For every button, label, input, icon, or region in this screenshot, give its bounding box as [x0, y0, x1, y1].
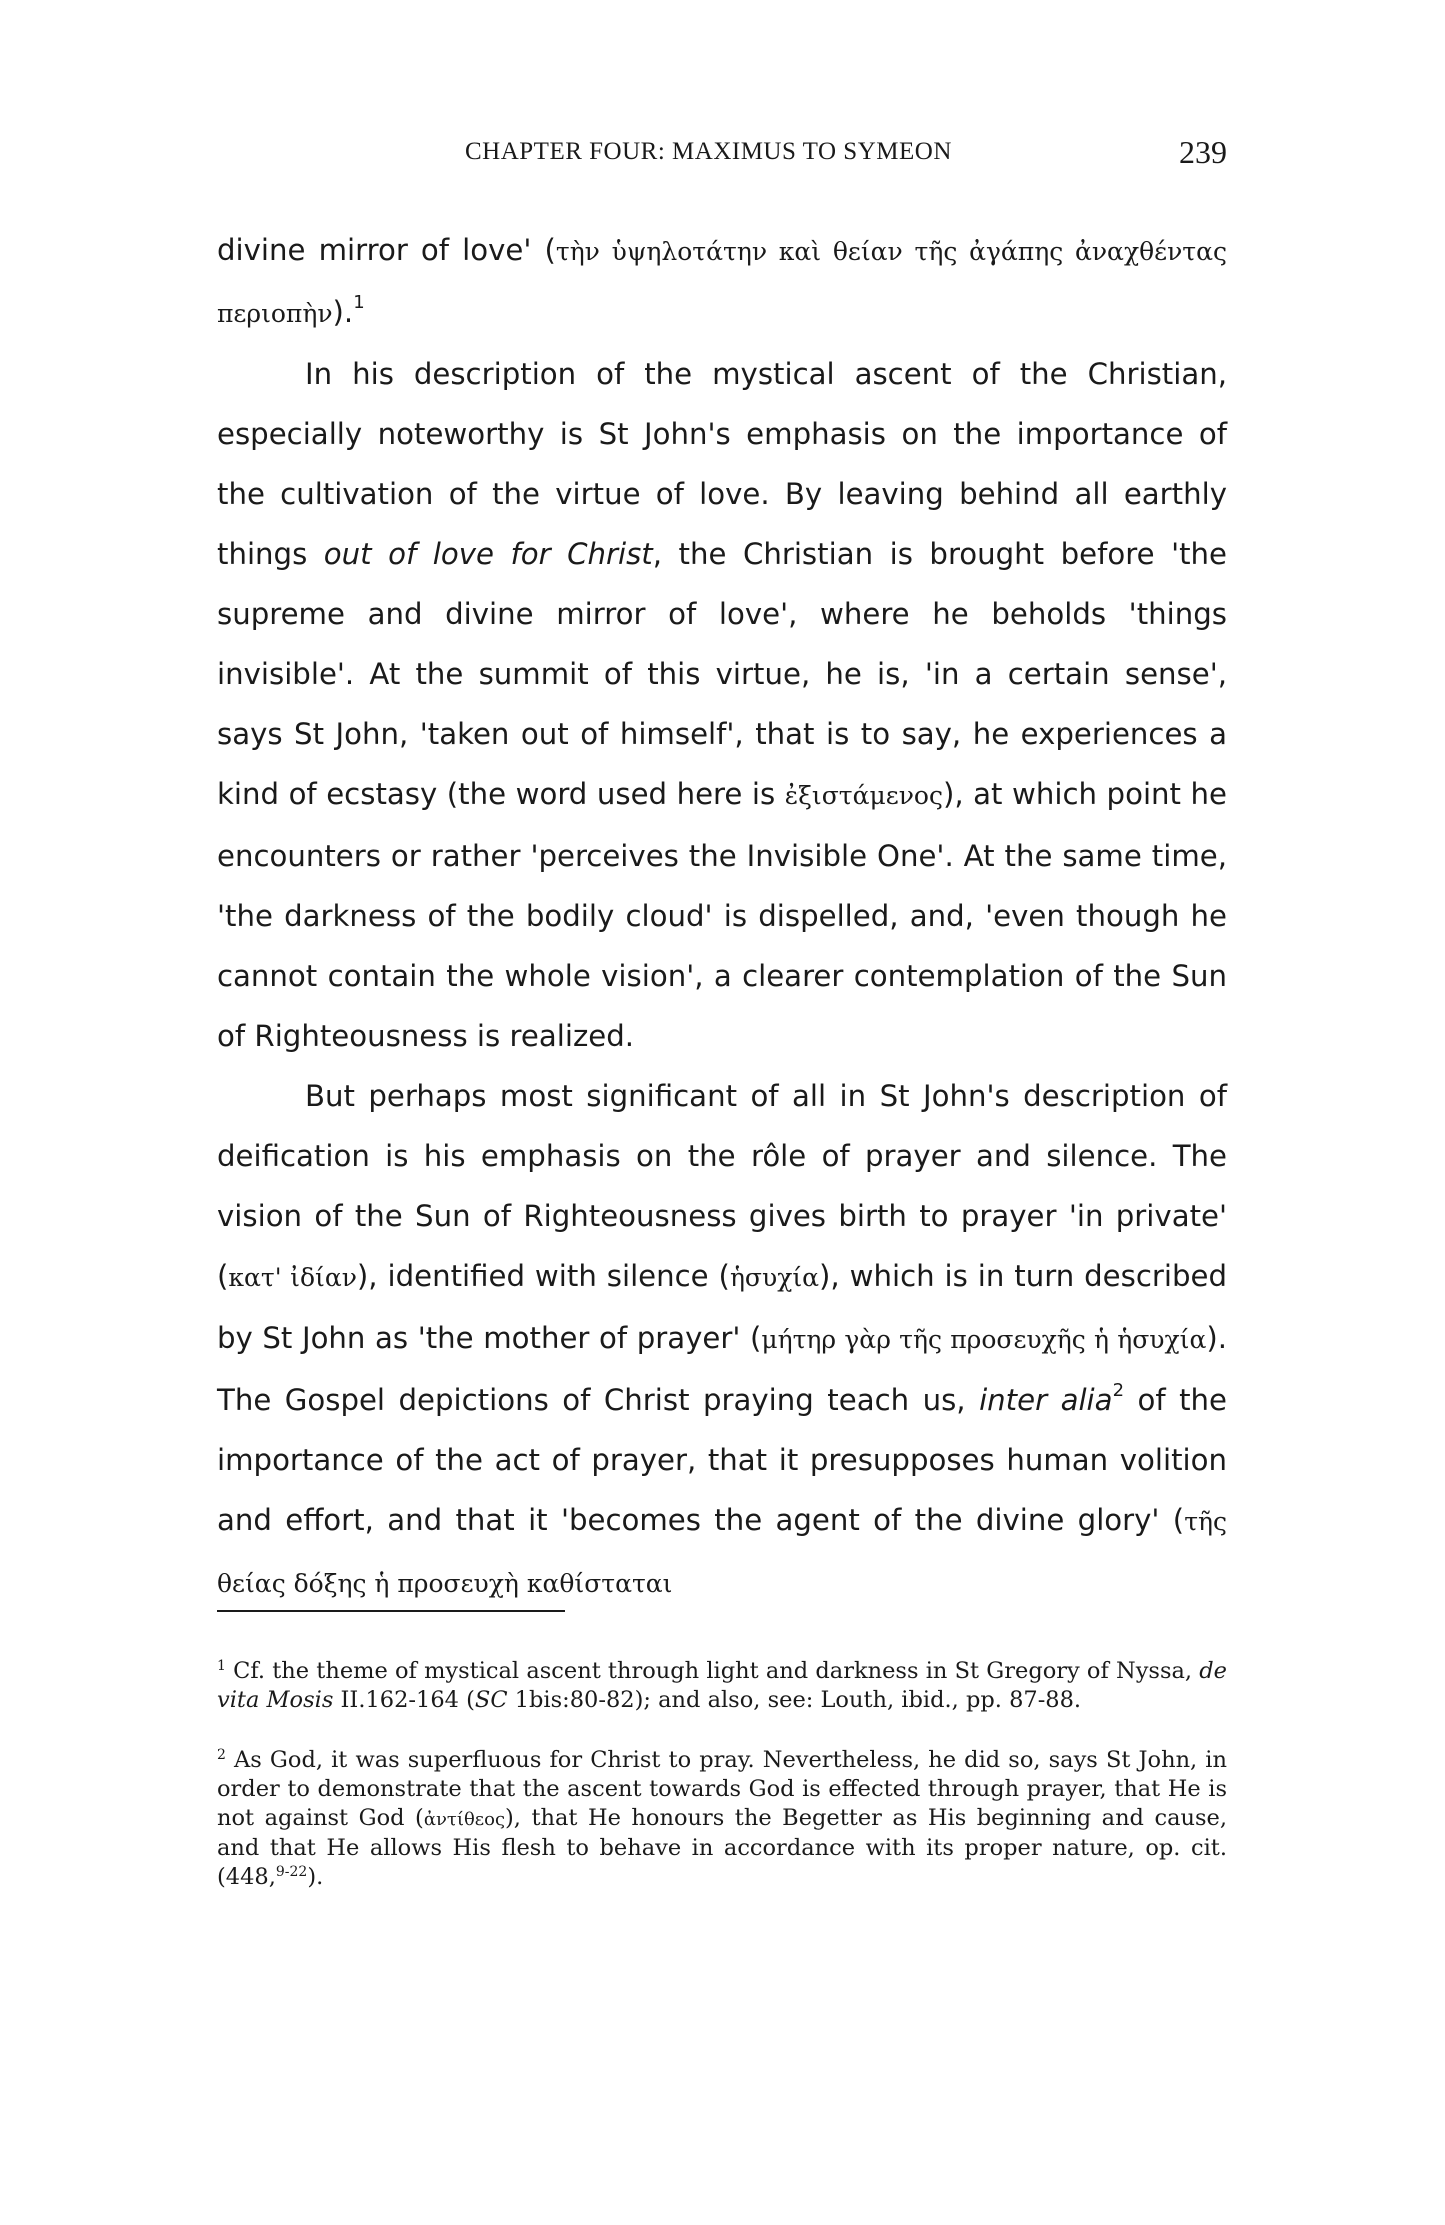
text-run: , the Christian is brought before 'the supreme and divine mirror of love', where he beholds 'things invisible'. At the summit of this virtue, he is, 'in a certain sense', says St John, 'taken out of himself', that is to say, he experiences a kind of ecstasy (the word used here is [217, 537, 1228, 811]
text-run: ), at which point he encounters or rather 'perceives the Invisible One'. At the same time, 'the darkness of the bodily cloud' is dispelled, and, 'even though he cannot contain the whole vision', a clearer contemplation of the Sun of Righteousness is realized. [217, 777, 1227, 1053]
page-header [217, 134, 1227, 178]
greek-term: ἡσυχία [729, 1263, 820, 1292]
text-run: ). [332, 295, 354, 329]
text-run: Cf. the theme of mystical ascent through light and darkness in St Gregory of Nyssa, [233, 1658, 1200, 1684]
emphasis: SC [474, 1687, 508, 1713]
footnote-1 [217, 1657, 1227, 1715]
page-number: 239 [1179, 134, 1227, 170]
paragraph-continued [217, 220, 1227, 344]
greek-term: κατ' ἰδίαν [228, 1263, 357, 1292]
text-run: divine mirror of love' ( [217, 233, 556, 267]
superscript: 9-22 [275, 1864, 308, 1880]
text-run: of the importance of the act of prayer, that it presupposes human volition and effort, and that it 'becomes the agent of the divine glory' ( [217, 1383, 1228, 1537]
greek-quotation: τῆς θείας δόξης ἡ προσευχὴ καθίσταται [217, 1507, 1227, 1598]
footnote-reference[interactable]: 2 [1112, 1380, 1125, 1401]
footnote-2 [217, 1746, 1227, 1892]
text-run: ), which is in turn described by St John as 'the mother of prayer' ( [217, 1259, 1227, 1355]
main-text [217, 220, 1227, 1614]
text-run: But perhaps most significant of all in St John's description of deification is his emphasis on the rôle of prayer and silence. The vision of the Sun of Righteousness gives birth to prayer 'in private' ( [217, 1079, 1227, 1293]
text-run: ). [307, 1864, 324, 1890]
text-run: As God, it was superfluous for Christ to pray. Nevertheless, he did so, says St John, in order to demonstrate that the ascent towards God is effected through prayer, that He is not against God ( [217, 1747, 1227, 1831]
text-run: 1bis:80-82); and also, see: Louth, ibid., pp. 87-88. [507, 1687, 1082, 1713]
text-run: ), identified with silence ( [356, 1259, 730, 1293]
text-run: ). The Gospel depictions of Christ praying teach us, [217, 1321, 1227, 1417]
greek-term: ἐξιστάμενος [784, 781, 943, 810]
footnote-number: 2 [217, 1747, 226, 1763]
text-run: In his description of the mystical ascent of the Christian, especially noteworthy is St John's emphasis on the importance of the cultivation of the virtue of love. By leaving behind all earthly things [217, 357, 1227, 571]
running-title: CHAPTER FOUR: MAXIMUS TO SYMEON [465, 138, 952, 165]
text-run: ), that He honours the Begetter as His beginning and cause, and that He allows His flesh to behave in accordance with its proper nature, op. cit. (448, [217, 1805, 1227, 1890]
emphasis: out of love for Christ [323, 537, 653, 571]
text-run: II.162-164 ( [333, 1687, 475, 1713]
footnote-separator [217, 1610, 565, 1612]
greek-term: ἀντίθεος [423, 1809, 506, 1830]
emphasis: inter alia [979, 1383, 1113, 1417]
footnote-reference[interactable]: 1 [353, 292, 365, 313]
greek-quotation: μήτηρ γὰρ τῆς προσευχῆς ἡ ἡσυχία [761, 1325, 1207, 1354]
paragraph [217, 344, 1227, 1066]
footnote-number: 1 [217, 1658, 226, 1674]
paragraph [217, 1066, 1227, 1614]
emphasis: de vita Mosis [217, 1658, 1227, 1713]
greek-quotation: τὴν ὑψηλοτάτην καὶ θείαν τῆς ἀγάπης ἀναχθέντας περιοπὴν [217, 237, 1228, 328]
footnotes [217, 1657, 1227, 1923]
